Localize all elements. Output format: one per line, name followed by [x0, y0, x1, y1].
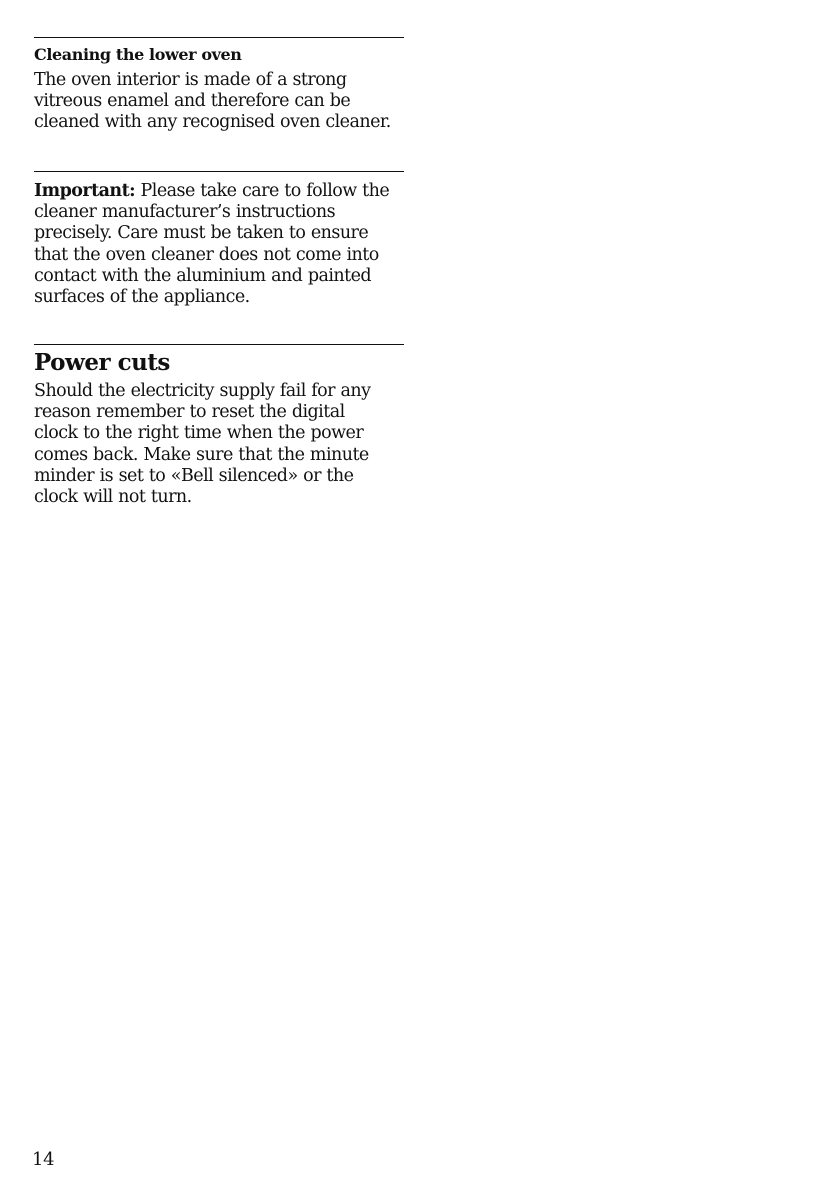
important-label: Important:	[34, 181, 136, 201]
cleaning-lower-oven-section	[34, 45, 406, 134]
section-heading: Power cuts	[34, 349, 170, 376]
paragraph-line: precisely. Care must be taken to ensure	[34, 223, 369, 244]
paragraph-line: clock will not turn.	[34, 487, 192, 508]
paragraph-line: cleaned with any recognised oven cleaner.	[34, 112, 391, 133]
paragraph-line	[34, 181, 406, 202]
paragraph-line: cleaner manufacturer’s instructions	[34, 202, 336, 223]
paragraph-line: contact with the aluminium and painted	[34, 265, 372, 286]
paragraph-line: vitreous enamel and therefore can be	[34, 91, 351, 112]
paragraph-line: minder is set to «Bell silenced» or the	[34, 465, 354, 486]
section-paragraph	[34, 381, 406, 508]
paragraph-line: comes back. Make sure that the minute	[34, 444, 369, 465]
section-heading: Cleaning the lower oven	[34, 45, 242, 64]
important-paragraph	[34, 181, 406, 308]
section-paragraph	[34, 70, 406, 134]
paragraph-line: reason remember to reset the digital	[34, 402, 345, 423]
section-divider	[34, 171, 404, 172]
section-divider	[34, 37, 404, 38]
paragraph-line: clock to the right time when the power	[34, 423, 364, 444]
important-note-section	[34, 181, 406, 308]
paragraph-line: that the oven cleaner does not come into	[34, 244, 379, 265]
power-cuts-section	[34, 349, 406, 508]
paragraph-line: surfaces of the appliance.	[34, 287, 250, 308]
paragraph-line-text: Please take care to follow the	[140, 181, 390, 201]
page-number: 14	[32, 1149, 55, 1170]
paragraph-line: Should the electricity supply fail for any	[34, 381, 371, 401]
section-divider	[34, 344, 404, 345]
paragraph-line: The oven interior is made of a strong	[34, 70, 347, 90]
